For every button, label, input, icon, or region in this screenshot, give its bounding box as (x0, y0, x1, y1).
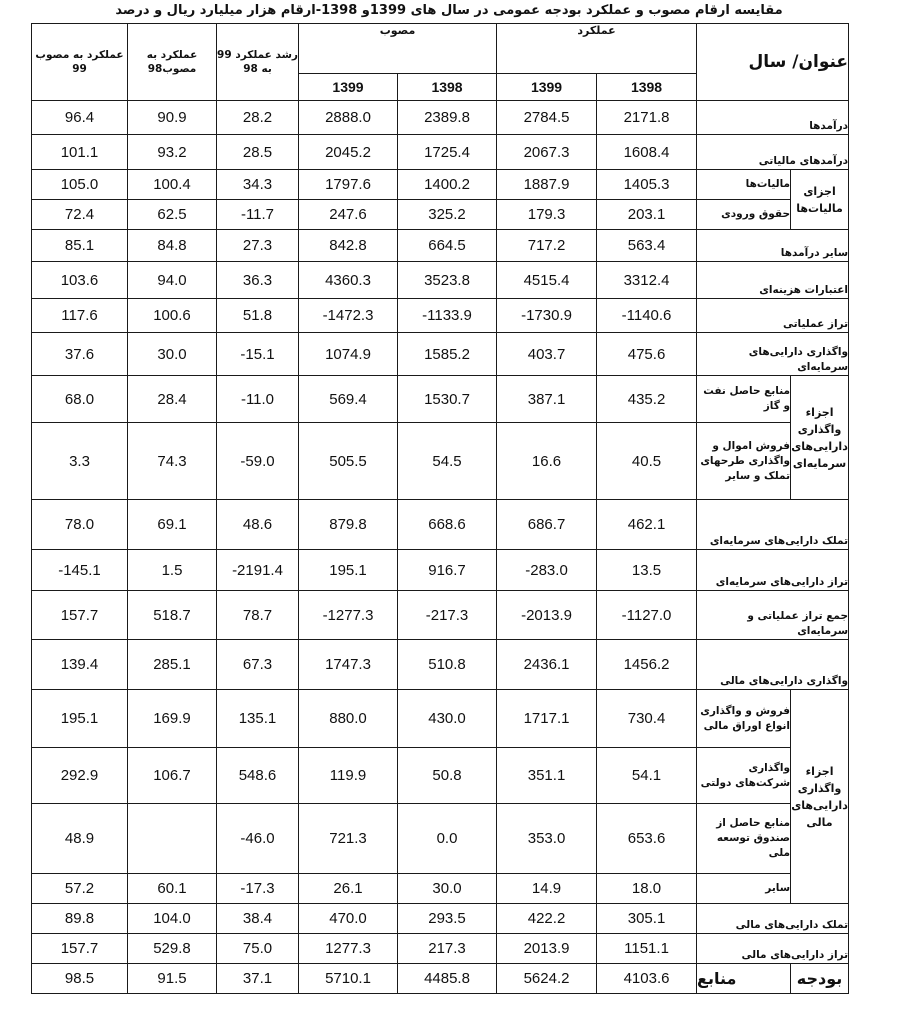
row-label: حقوق ورودی (697, 200, 791, 230)
cell: 74.3 (128, 423, 217, 500)
row-label: مالیات‌ها (697, 170, 791, 200)
cell: 1585.2 (398, 333, 497, 376)
table-row (32, 904, 849, 934)
cell: 1887.9 (497, 170, 597, 200)
row-label: فروش اموال و واگذاری طرحهای تملک و سایر (697, 423, 791, 500)
cell: 510.8 (398, 640, 497, 690)
cell: 462.1 (597, 500, 697, 550)
row-label: تراز عملیاتی (697, 299, 849, 333)
cell: 686.7 (497, 500, 597, 550)
cell: 0.0 (398, 804, 497, 874)
cell: 37.1 (217, 964, 299, 994)
cell: -1133.9 (398, 299, 497, 333)
cell: 72.4 (32, 200, 128, 230)
cell: 69.1 (128, 500, 217, 550)
cell: 1456.2 (597, 640, 697, 690)
cell: 1400.2 (398, 170, 497, 200)
cell: 38.4 (217, 904, 299, 934)
ratio98-header: عملکرد به مصوب98 (128, 24, 217, 101)
cell: 135.1 (217, 690, 299, 748)
table-row (32, 101, 849, 135)
approved-group-header: مصوب (299, 24, 497, 74)
cell: 28.2 (217, 101, 299, 135)
resources-label: منابع (697, 964, 791, 994)
cell: 91.5 (128, 964, 217, 994)
page-title: مقایسه ارقام مصوب و عملکرد بودجه عمومی در سال های 1399و 1398-ارقام هزار میلیارد ریال و درصد (115, 3, 783, 18)
cell: -1472.3 (299, 299, 398, 333)
cell: -1730.9 (497, 299, 597, 333)
cell: -1277.3 (299, 591, 398, 640)
cell: 28.4 (128, 376, 217, 423)
cell: -59.0 (217, 423, 299, 500)
cell: 5710.1 (299, 964, 398, 994)
row-label: منابع حاصل از صندوق توسعه ملی (697, 804, 791, 874)
cell: 569.4 (299, 376, 398, 423)
cell (128, 804, 217, 874)
group-label-capital: اجزاء واگذاری دارایی‌های سرمایه‌ای (791, 376, 849, 500)
cell: 78.7 (217, 591, 299, 640)
table-row (32, 423, 849, 500)
cell: 96.4 (32, 101, 128, 135)
cell: 105.0 (32, 170, 128, 200)
cell: 664.5 (398, 230, 497, 262)
cell: -1127.0 (597, 591, 697, 640)
table-row (32, 200, 849, 230)
cell: 85.1 (32, 230, 128, 262)
table-row (32, 333, 849, 376)
cell: -2013.9 (497, 591, 597, 640)
cell: 880.0 (299, 690, 398, 748)
cell: 16.6 (497, 423, 597, 500)
cell: 2389.8 (398, 101, 497, 135)
row-label: تملک دارایی‌های مالی (697, 904, 849, 934)
year-header: 1399 (497, 74, 597, 101)
cell: 1747.3 (299, 640, 398, 690)
cell: 668.6 (398, 500, 497, 550)
cell: 4515.4 (497, 262, 597, 299)
cell: 93.2 (128, 135, 217, 170)
cell: 50.8 (398, 748, 497, 804)
cell: 68.0 (32, 376, 128, 423)
cell: 195.1 (299, 550, 398, 591)
cell: 26.1 (299, 874, 398, 904)
cell: 100.6 (128, 299, 217, 333)
cell: 285.1 (128, 640, 217, 690)
cell: -17.3 (217, 874, 299, 904)
cell: 2045.2 (299, 135, 398, 170)
cell: 157.7 (32, 591, 128, 640)
cell: 78.0 (32, 500, 128, 550)
cell: 4103.6 (597, 964, 697, 994)
cell: 60.1 (128, 874, 217, 904)
cell: -11.7 (217, 200, 299, 230)
cell: 435.2 (597, 376, 697, 423)
table-row (32, 874, 849, 904)
table-row (32, 550, 849, 591)
cell: 353.0 (497, 804, 597, 874)
table-row (32, 591, 849, 640)
table-row (32, 170, 849, 200)
cell: 98.5 (32, 964, 128, 994)
cell: 292.9 (32, 748, 128, 804)
cell: 48.9 (32, 804, 128, 874)
cell: -11.0 (217, 376, 299, 423)
cell: 169.9 (128, 690, 217, 748)
row-label: تراز دارایی‌های مالی (697, 934, 849, 964)
cell: 505.5 (299, 423, 398, 500)
cell: 27.3 (217, 230, 299, 262)
table-row (32, 376, 849, 423)
table-row (32, 299, 849, 333)
cell: 1717.1 (497, 690, 597, 748)
cell: 3.3 (32, 423, 128, 500)
table-row (32, 500, 849, 550)
cell: 2067.3 (497, 135, 597, 170)
cell: 217.3 (398, 934, 497, 964)
cell: 1797.6 (299, 170, 398, 200)
cell: 305.1 (597, 904, 697, 934)
row-label: تراز دارایی‌های سرمایه‌ای (697, 550, 849, 591)
cell: 100.4 (128, 170, 217, 200)
cell: 37.6 (32, 333, 128, 376)
cell: 3312.4 (597, 262, 697, 299)
cell: 203.1 (597, 200, 697, 230)
cell: 3523.8 (398, 262, 497, 299)
cell: 139.4 (32, 640, 128, 690)
cell: 28.5 (217, 135, 299, 170)
growth-header: رشد عملکرد 99 به 98 (217, 24, 299, 101)
cell: -217.3 (398, 591, 497, 640)
cell: 4485.8 (398, 964, 497, 994)
row-label: سایر درآمدها (697, 230, 849, 262)
cell: 422.2 (497, 904, 597, 934)
cell: 1725.4 (398, 135, 497, 170)
cell: 40.5 (597, 423, 697, 500)
cell: 54.5 (398, 423, 497, 500)
row-label: واگذاری شرکت‌های دولتی (697, 748, 791, 804)
year-header: 1398 (597, 74, 697, 101)
cell: 1608.4 (597, 135, 697, 170)
cell: 1530.7 (398, 376, 497, 423)
row-label: فروش و واگذاری انواع اوراق مالی (697, 690, 791, 748)
row-title-header: عنوان/ سال (697, 24, 849, 101)
cell: 351.1 (497, 748, 597, 804)
cell: 879.8 (299, 500, 398, 550)
table-row (32, 690, 849, 748)
cell: -46.0 (217, 804, 299, 874)
row-label: واگذاری دارایی‌های سرمایه‌ای (697, 333, 849, 376)
cell: 5624.2 (497, 964, 597, 994)
cell: 90.9 (128, 101, 217, 135)
cell: 30.0 (128, 333, 217, 376)
cell: 1074.9 (299, 333, 398, 376)
cell: -145.1 (32, 550, 128, 591)
row-label: تملک دارایی‌های سرمایه‌ای (697, 500, 849, 550)
cell: 94.0 (128, 262, 217, 299)
cell: 1151.1 (597, 934, 697, 964)
cell: -1140.6 (597, 299, 697, 333)
cell: 563.4 (597, 230, 697, 262)
cell: 2171.8 (597, 101, 697, 135)
cell: 195.1 (32, 690, 128, 748)
cell: 1277.3 (299, 934, 398, 964)
group-label-financial: اجزاء واگذاری دارایی‌های مالی (791, 690, 849, 904)
row-label: درآمدهای مالیاتی (697, 135, 849, 170)
cell: 653.6 (597, 804, 697, 874)
table-row (32, 748, 849, 804)
cell: 101.1 (32, 135, 128, 170)
cell: 84.8 (128, 230, 217, 262)
cell: 2888.0 (299, 101, 398, 135)
table-row (32, 135, 849, 170)
cell: 18.0 (597, 874, 697, 904)
cell: 842.8 (299, 230, 398, 262)
cell: 57.2 (32, 874, 128, 904)
table-row (32, 230, 849, 262)
cell: 1405.3 (597, 170, 697, 200)
cell: 34.3 (217, 170, 299, 200)
cell: 106.7 (128, 748, 217, 804)
year-header: 1399 (299, 74, 398, 101)
cell: 247.6 (299, 200, 398, 230)
cell: 179.3 (497, 200, 597, 230)
cell: 2436.1 (497, 640, 597, 690)
cell: 119.9 (299, 748, 398, 804)
budget-comparison-table (31, 23, 849, 994)
cell: 51.8 (217, 299, 299, 333)
cell: 518.7 (128, 591, 217, 640)
actual-group-header: عملکرد (497, 24, 697, 74)
row-label: منابع حاصل نفت و گاز (697, 376, 791, 423)
cell: 30.0 (398, 874, 497, 904)
cell: 430.0 (398, 690, 497, 748)
table-row (32, 640, 849, 690)
cell: 916.7 (398, 550, 497, 591)
row-label: اعتبارات هزینه‌ای (697, 262, 849, 299)
cell: -283.0 (497, 550, 597, 591)
cell: 4360.3 (299, 262, 398, 299)
row-label: جمع تراز عملیاتی و سرمایه‌ای (697, 591, 849, 640)
cell: 721.3 (299, 804, 398, 874)
cell: 75.0 (217, 934, 299, 964)
cell: 36.3 (217, 262, 299, 299)
cell: 293.5 (398, 904, 497, 934)
group-label-taxes: اجزای مالیات‌ها (791, 170, 849, 230)
cell: 117.6 (32, 299, 128, 333)
cell: 325.2 (398, 200, 497, 230)
cell: 54.1 (597, 748, 697, 804)
cell: 104.0 (128, 904, 217, 934)
header-row-groups (32, 24, 849, 74)
ratio99-header: عملکرد به مصوب 99 (32, 24, 128, 101)
table-row (32, 804, 849, 874)
cell: 2013.9 (497, 934, 597, 964)
cell: 387.1 (497, 376, 597, 423)
cell: 89.8 (32, 904, 128, 934)
cell: 529.8 (128, 934, 217, 964)
cell: 103.6 (32, 262, 128, 299)
cell: 730.4 (597, 690, 697, 748)
row-label: سایر (697, 874, 791, 904)
cell: 62.5 (128, 200, 217, 230)
cell: -2191.4 (217, 550, 299, 591)
cell: 717.2 (497, 230, 597, 262)
cell: 48.6 (217, 500, 299, 550)
budget-label: بودجه (791, 964, 849, 994)
row-label: واگذاری دارایی‌های مالی (697, 640, 849, 690)
cell: 403.7 (497, 333, 597, 376)
cell: 157.7 (32, 934, 128, 964)
cell: 2784.5 (497, 101, 597, 135)
cell: 67.3 (217, 640, 299, 690)
cell: 548.6 (217, 748, 299, 804)
cell: 13.5 (597, 550, 697, 591)
cell: 470.0 (299, 904, 398, 934)
row-label: درآمدها (697, 101, 849, 135)
table-row (32, 262, 849, 299)
table-row (32, 934, 849, 964)
cell: 14.9 (497, 874, 597, 904)
cell: 1.5 (128, 550, 217, 591)
cell: 475.6 (597, 333, 697, 376)
year-header: 1398 (398, 74, 497, 101)
table-row (32, 964, 849, 994)
cell: -15.1 (217, 333, 299, 376)
